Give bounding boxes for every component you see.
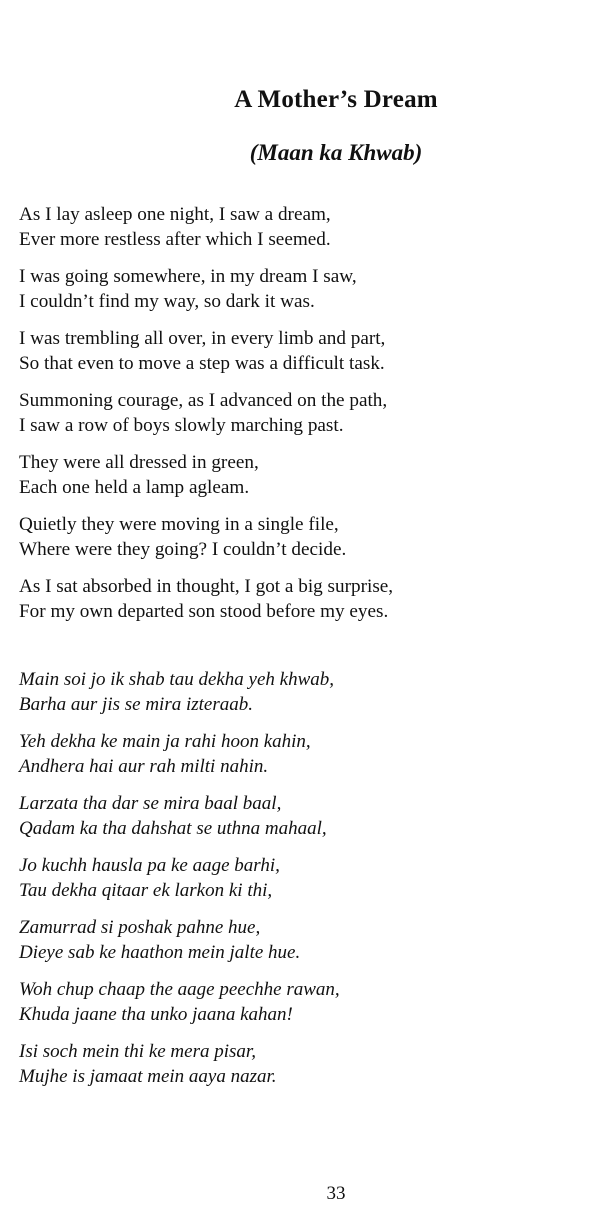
urdu-stanza <box>19 915 589 965</box>
english-stanza <box>19 450 589 500</box>
urdu-stanza <box>19 977 589 1027</box>
verse-line: Summoning courage, as I advanced on the path, <box>19 390 388 411</box>
urdu-stanza <box>19 1039 589 1089</box>
poem-title: A Mother’s Dream <box>234 86 438 113</box>
verse-line: Quietly they were moving in a single file, <box>19 514 339 535</box>
verse-line: Andhera hai aur rah milti nahin. <box>19 756 269 777</box>
english-stanza <box>19 388 589 438</box>
verse-line: Main soi jo ik shab tau dekha yeh khwab, <box>19 669 335 690</box>
english-translation <box>19 202 589 636</box>
urdu-stanza <box>19 853 589 903</box>
english-stanza <box>19 202 589 252</box>
verse-line: Woh chup chaap the aage peechhe rawan, <box>19 979 340 1000</box>
verse-line: Mujhe is jamaat mein aaya nazar. <box>19 1066 277 1087</box>
urdu-transliteration <box>19 667 589 1101</box>
verse-line: I was going somewhere, in my dream I saw, <box>19 266 357 287</box>
verse-line: Tau dekha qitaar ek larkon ki thi, <box>19 880 273 901</box>
verse-line: Larzata tha dar se mira baal baal, <box>19 793 282 814</box>
poem-subtitle: (Maan ka Khwab) <box>249 140 423 165</box>
verse-line: I was trembling all over, in every limb and part, <box>19 328 386 349</box>
verse-line: Qadam ka tha dahshat se uthna mahaal, <box>19 818 327 839</box>
verse-line: Yeh dekha ke main ja rahi hoon kahin, <box>19 731 311 752</box>
english-stanza <box>19 326 589 376</box>
urdu-stanza <box>19 729 589 779</box>
english-stanza <box>19 512 589 562</box>
verse-line: Dieye sab ke haathon mein jalte hue. <box>19 942 301 963</box>
verse-line: I saw a row of boys slowly marching past. <box>19 415 344 436</box>
verse-line: As I lay asleep one night, I saw a dream, <box>19 204 331 225</box>
verse-line: Barha aur jis se mira izteraab. <box>19 694 254 715</box>
verse-line: Isi soch mein thi ke mera pisar, <box>19 1041 256 1062</box>
verse-line: Ever more restless after which I seemed. <box>19 229 331 250</box>
english-stanza <box>19 264 589 314</box>
verse-line: Each one held a lamp agleam. <box>19 477 250 498</box>
verse-line: Khuda jaane tha unko jaana kahan! <box>19 1004 293 1025</box>
verse-line: For my own departed son stood before my eyes. <box>19 601 389 622</box>
verse-line: So that even to move a step was a difficult task. <box>19 353 385 374</box>
urdu-stanza <box>19 667 589 717</box>
verse-line: Zamurrad si poshak pahne hue, <box>19 917 261 938</box>
urdu-stanza <box>19 791 589 841</box>
page-number: 33 <box>326 1183 346 1204</box>
verse-line: Where were they going? I couldn’t decide. <box>19 539 347 560</box>
verse-line: They were all dressed in green, <box>19 452 259 473</box>
verse-line: I couldn’t find my way, so dark it was. <box>19 291 315 312</box>
verse-line: Jo kuchh hausla pa ke aage barhi, <box>19 855 280 876</box>
verse-line: As I sat absorbed in thought, I got a big surprise, <box>19 576 394 597</box>
english-stanza <box>19 574 589 624</box>
